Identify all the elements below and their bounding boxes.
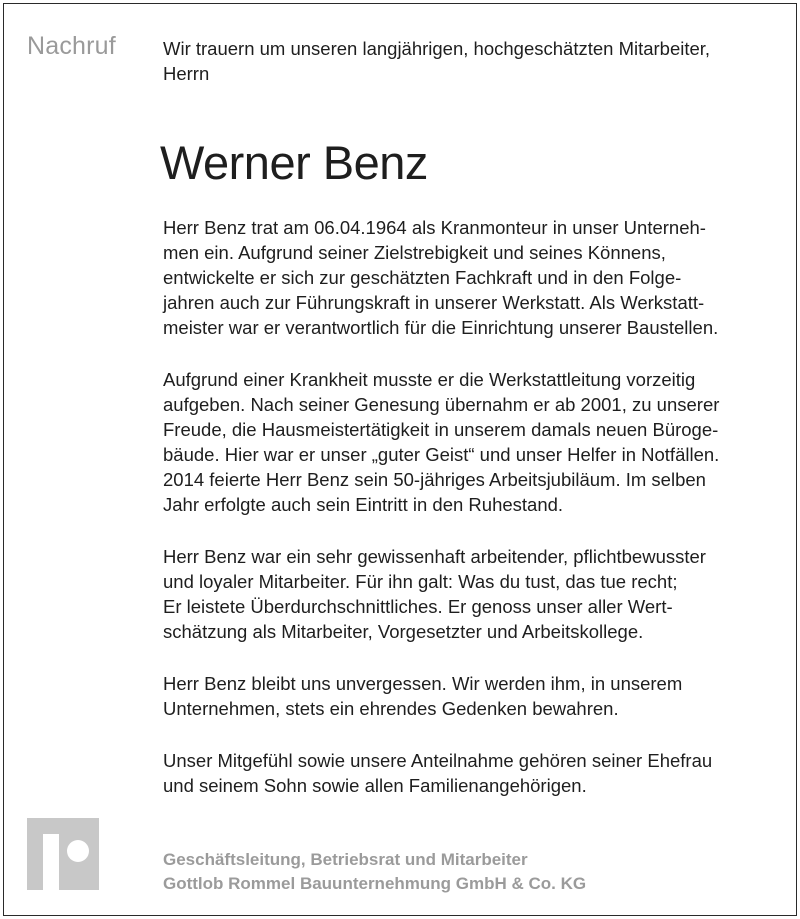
intro-text: Wir trauern um unseren langjährigen, hochgeschätzten Mitarbeiter, Herrn <box>163 38 711 84</box>
company-logo-icon <box>27 818 99 890</box>
deceased-name: Werner Benz <box>160 136 428 189</box>
paragraph-condolences: Unser Mitgefühl sowie unsere Anteilnahme gehören seiner Ehefrau und seinem Sohn sowie allen Familienangehörigen. <box>163 750 713 796</box>
paragraph-career: Herr Benz trat am 06.04.1964 als Kranmonteur in unser Unterneh- men ein. Aufgrund seiner Zielstrebigkeit und seines Könnens, entwickelte er sich zur geschätzten Fachkraft und in den Folge- jahren auch zur Führungskraft in unserer Werkstatt. Als Werkstatt- meister war er verantwortlich für die Einrichtung unserer Baustellen. <box>163 217 719 338</box>
paragraph-character: Herr Benz war ein sehr gewissenhaft arbeitender, pflichtbewusster und loyaler Mitarbeiter. Für ihn galt: Was du tust, das tue recht; Er leistete Überdurchschnittliches. Er genoss unser aller Wert- schätzung als Mitarbeiter, Vorgesetzter und Arbeitskollege. <box>163 546 706 642</box>
nachruf-label: Nachruf <box>27 32 116 60</box>
paragraph-illness: Aufgrund einer Krankheit musste er die Werkstattleitung vorzeitig aufgeben. Nach seiner Genesung übernahm er ab 2001, zu unserer Freude, die Hausmeistertätigkeit in unserem damals neuen Büroge- bäude. Hier war er unser „guter Geist“ und unser Helfer in Notfällen. 2014 feierte Herr Benz sein 50-jähriges Arbeitsjubiläum. Im selben Jahr erfolgte auch sein Eintritt in den Ruhestand. <box>163 369 720 515</box>
signature-line-2: Gottlob Rommel Bauunternehmung GmbH & Co. KG <box>163 874 587 893</box>
paragraph-remembrance: Herr Benz bleibt uns unvergessen. Wir werden ihm, in unserem Unternehmen, stets ein ehrendes Gedenken bewahren. <box>163 673 683 719</box>
signature-line-1: Geschäftsleitung, Betriebsrat und Mitarbeiter <box>163 850 528 869</box>
signature-block <box>163 848 773 896</box>
obituary-body <box>163 215 773 825</box>
